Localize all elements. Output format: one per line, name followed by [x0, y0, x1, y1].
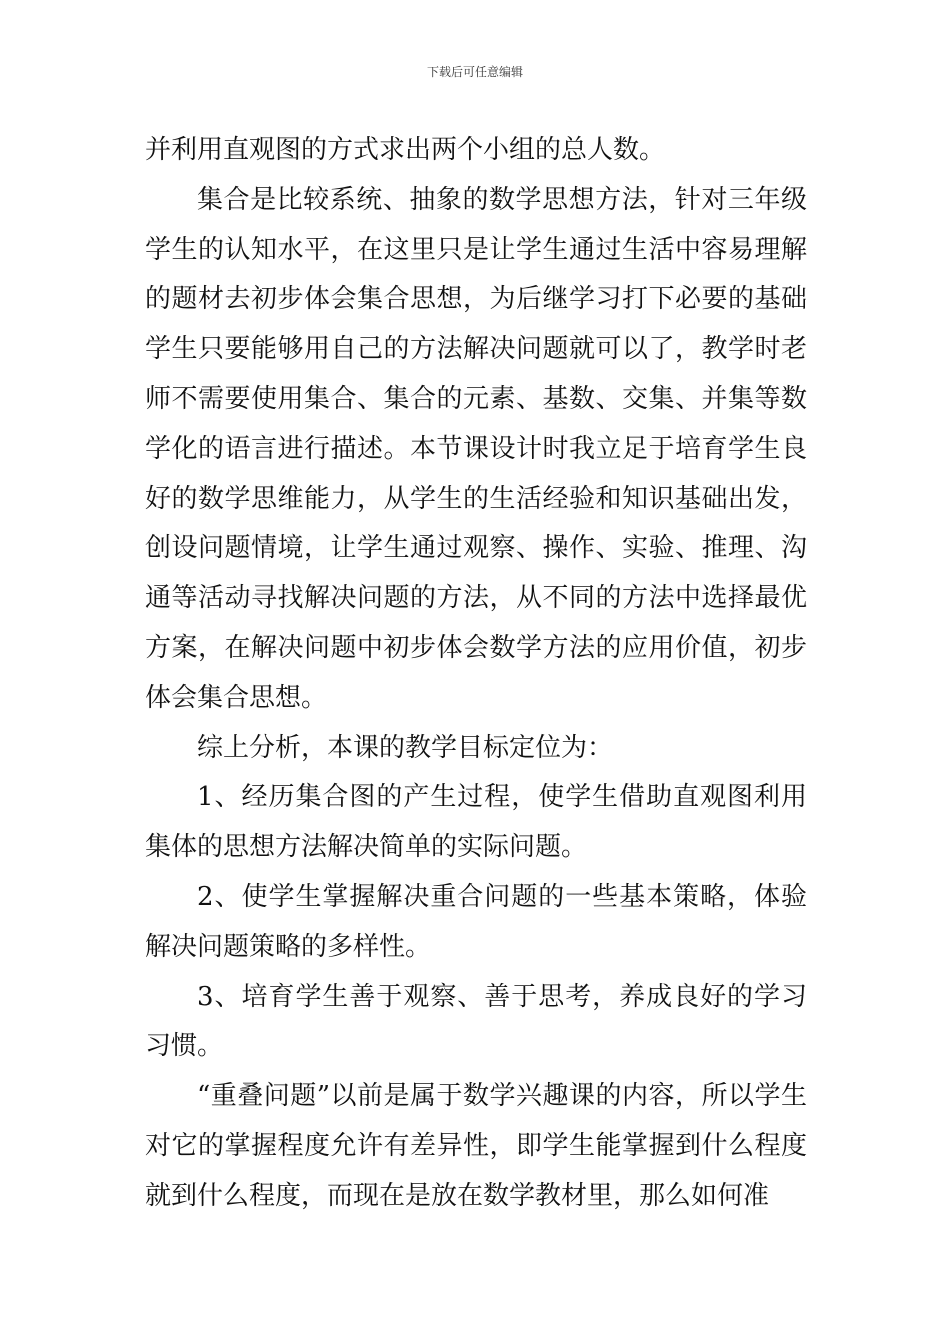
paragraph-7: “重叠问题”以前是属于数学兴趣课的内容，所以学生对它的掌握程度允许有差异性，即学生能掌握到什么程度就到什么程度，而现在是放在数学教材里，那么如何准 — [145, 1081, 807, 1211]
paragraph-6: 3、培育学生善于观察、善于思考，养成良好的学习习惯。 — [145, 981, 807, 1062]
page-header: 下载后可任意编辑 — [426, 65, 523, 79]
paragraph-3: 综上分析，本课的教学目标定位为： — [197, 732, 614, 763]
paragraph-4: 1、经历集合图的产生过程，使学生借助直观图利用集体的思想方法解决简单的实际问题。 — [145, 782, 807, 863]
document-body — [145, 126, 807, 1222]
paragraph-5: 2、使学生掌握解决重合问题的一些基本策略，体验解决问题策略的多样性。 — [145, 881, 807, 962]
paragraph-2: 集合是比较系统、抽象的数学思想方法，针对三年级学生的认知水平，在这里只是让学生通过生活中容易理解的题材去初步体会集合思想，为后继学习打下必要的基础学生只要能够用自己的方法解决问题就可以了，教学时老师不需要使用集合、集合的元素、基数、交集、并集等数学化的语言进行描述。本节课设计时我立足于培育学生良好的数学思维能力，从学生的生活经验和知识基础出发，创设问题情境，让学生通过观察、操作、实验、推理、沟通等活动寻找解决问题的方法，从不同的方法中选择最优方案，在解决问题中初步体会数学方法的应用价值，初步体会集合思想。 — [145, 184, 807, 713]
paragraph-1: 并利用直观图的方式求出两个小组的总人数。 — [145, 135, 666, 165]
